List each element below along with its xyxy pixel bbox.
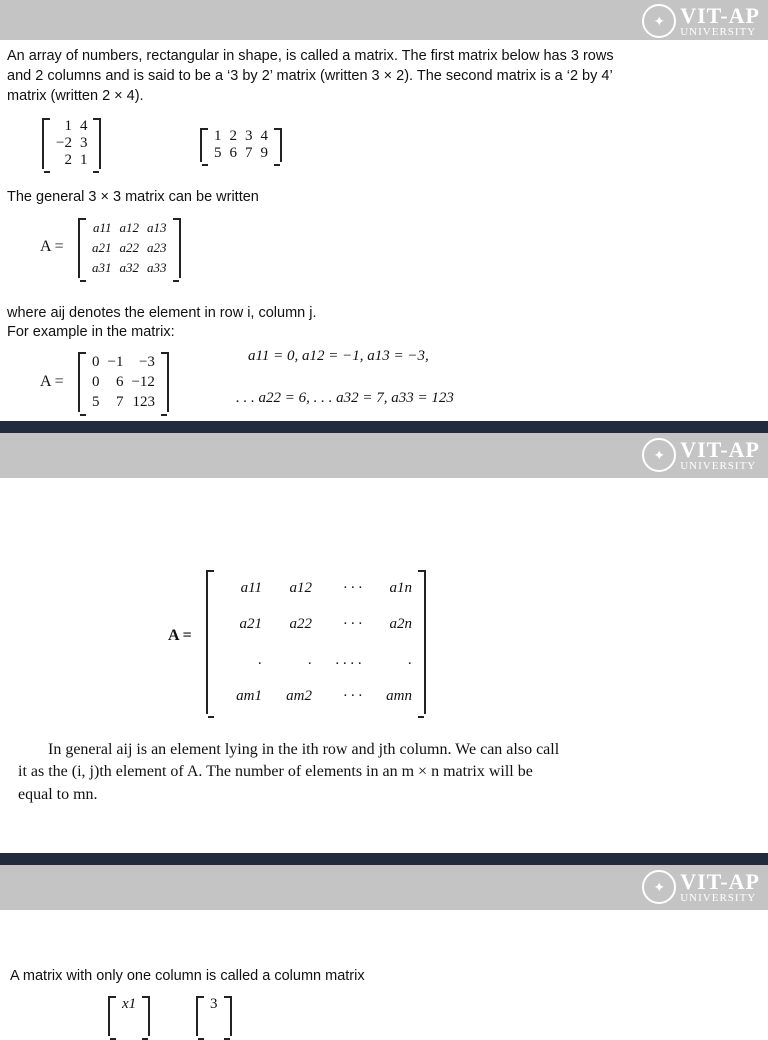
matrix-cell: 5 [214, 145, 222, 161]
matrix-cell: 4 [79, 118, 88, 134]
partial-matrix-a: x1 [108, 996, 150, 1036]
a-label: A = [40, 238, 64, 255]
matrix-cell: . [408, 652, 412, 668]
element-values-row-2: . . . a22 = 6, . . . a32 = 7, a33 = 123 [236, 390, 454, 406]
intro-line-1: An array of numbers, rectangular in shape, is called a matrix. The first matrix below has 3 rows [7, 48, 614, 64]
seal-icon: ✦ [642, 870, 676, 904]
matrix-cell: · · · [343, 688, 362, 704]
general-text: The general 3 × 3 matrix can be written [7, 189, 259, 205]
example-matrix [78, 352, 169, 412]
general-mn-matrix [206, 570, 426, 714]
slide-divider [0, 421, 768, 433]
matrix-cell: · · · [343, 580, 362, 596]
matrix-cell: 5 [92, 394, 100, 410]
general-line-3: equal to mn. [18, 786, 98, 803]
matrix-cell: −2 [56, 135, 72, 151]
element-values-row-1: a11 = 0, a12 = −1, a13 = −3, [248, 348, 429, 364]
matrix-cell: −3 [138, 354, 155, 370]
slide-divider [0, 853, 768, 865]
matrix-cell: a21 [92, 240, 112, 255]
matrix-cell: 3 [79, 135, 88, 151]
matrix-cell: 6 [115, 374, 124, 390]
matrix-cell: 4 [260, 128, 268, 144]
matrix-cell: a21 [239, 616, 262, 632]
matrix-cell: 7 [115, 394, 124, 410]
matrix-cell: a32 [119, 260, 139, 275]
matrix-cell: . [258, 652, 262, 668]
matrix-cell: a23 [147, 240, 167, 255]
matrix-cell: a12 [289, 580, 312, 596]
matrix-cell: a33 [147, 260, 167, 275]
partial-matrix-b: 3 [196, 996, 232, 1036]
matrix-cell: a11 [240, 580, 262, 596]
matrix-cell: 1 [64, 118, 72, 134]
where-text: where aij denotes the element in row i, column j. [7, 305, 317, 321]
matrix-cell: a12 [119, 220, 139, 235]
a-label-2: A = [40, 373, 64, 390]
matrix-cell: 1 [214, 128, 222, 144]
general-matrix [78, 218, 181, 278]
matrix-cell: 9 [260, 145, 268, 161]
matrix-cell: 123 [132, 394, 155, 410]
matrix-cell: −12 [131, 374, 155, 390]
matrix-cell: a2n [389, 616, 412, 632]
intro-line-3: matrix (written 2 × 4). [7, 88, 144, 104]
matrix-cell: a11 [92, 220, 112, 235]
column-matrix-heading: A matrix with only one column is called a column matrix [10, 968, 365, 984]
university-logo: ✦ VIT-AP UNIVERSITY [642, 438, 760, 472]
matrix-cell: 2 [64, 152, 72, 168]
matrix-cell: . . . . [335, 652, 362, 668]
seal-icon: ✦ [642, 4, 676, 38]
matrix-cell: . [308, 652, 312, 668]
matrix-cell: −1 [107, 354, 124, 370]
matrix-cell: 0 [92, 374, 100, 390]
seal-icon: ✦ [642, 438, 676, 472]
matrix-cell: a22 [119, 240, 139, 255]
matrix-cell: amn [386, 688, 412, 704]
matrix-cell: · · · [343, 616, 362, 632]
matrix-cell: am2 [286, 688, 312, 704]
matrix-cell: 3 [245, 128, 253, 144]
university-logo: ✦ VIT-AP UNIVERSITY [642, 4, 760, 38]
matrix-cell: 0 [92, 354, 100, 370]
a-label-3: A = [168, 627, 192, 644]
general-line-1: In general aij is an element lying in the ith row and jth column. We can also call [48, 741, 560, 758]
matrix-cell: a31 [92, 260, 112, 275]
matrix-3x2 [42, 118, 101, 169]
example-text: For example in the matrix: [7, 324, 175, 340]
matrix-cell: 2 [229, 128, 237, 144]
matrix-cell: 1 [79, 152, 88, 168]
matrix-cell: 7 [245, 145, 253, 161]
matrix-2x4 [200, 128, 282, 162]
matrix-cell: am1 [236, 688, 262, 704]
university-logo: ✦ VIT-AP UNIVERSITY [642, 870, 760, 904]
matrix-cell: a22 [289, 616, 312, 632]
general-line-2: it as the (i, j)th element of A. The number of elements in an m × n matrix will be [18, 763, 533, 780]
matrix-cell: a1n [389, 580, 412, 596]
intro-line-2: and 2 columns and is said to be a ‘3 by 2’ matrix (written 3 × 2). The second matrix is a ‘2 by 4’ [7, 68, 613, 84]
matrix-cell: 6 [229, 145, 237, 161]
matrix-cell: a13 [147, 220, 167, 235]
